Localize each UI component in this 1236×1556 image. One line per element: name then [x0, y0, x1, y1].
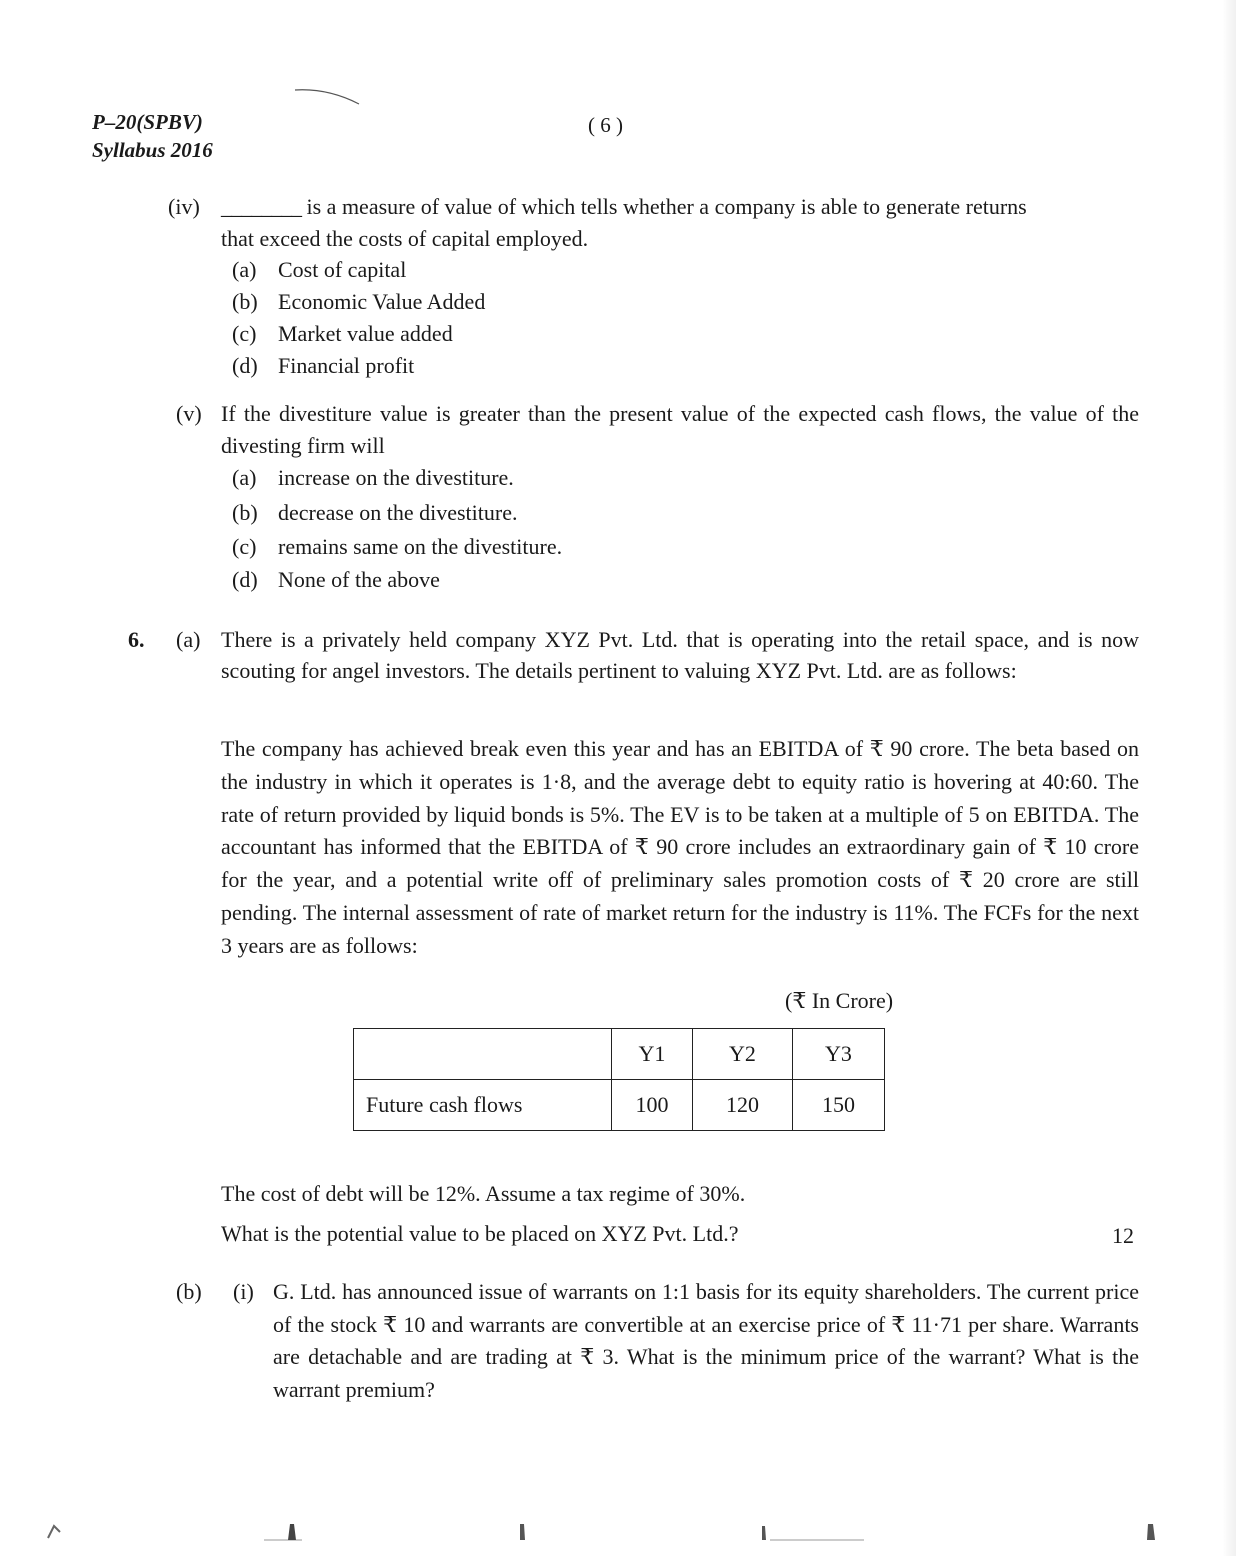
option-label: (a): [232, 257, 257, 282]
paper-code: P–20(SPBV): [92, 110, 203, 134]
option-label: (b): [232, 289, 258, 314]
scan-mark: [44, 1520, 66, 1542]
option-text: None of the above: [278, 567, 440, 592]
question-v-text: If the divestiture value is greater than the present value of the expected cash flows, the value of the divesting firm will: [221, 401, 1139, 458]
table-header-cell: [354, 1029, 612, 1080]
question-iv-line1: is a measure of value of which tells whether a company is able to generate returns: [306, 194, 1027, 219]
part-b-i-label: (i): [233, 1279, 254, 1304]
valuation-question-line: What is the potential value to be placed on XYZ Pvt. Ltd.?: [221, 1221, 739, 1246]
paper-header: [92, 108, 213, 165]
option-text: increase on the divestiture.: [278, 465, 514, 490]
page-number: ( 6 ): [588, 113, 623, 137]
option-label: (c): [232, 534, 257, 559]
scan-mark: [1140, 1520, 1162, 1542]
table-header-row: [354, 1029, 885, 1080]
answer-blank: ________: [221, 194, 301, 219]
option-label: (d): [232, 567, 258, 592]
question-6b-i-text: G. Ltd. has announced issue of warrants on 1:1 basis for its equity shareholders. The current price of the stock ₹ 10 and warrants are convertible at an exercise price of ₹ 11·71 per share. Warrants are detachable and are trading at ₹ 3. What is the minimum price of the warrant? What is the warrant premium?: [273, 1279, 1139, 1402]
question-6-number: 6.: [128, 627, 145, 652]
option-text: Market value added: [278, 321, 453, 346]
part-a-label: (a): [176, 627, 201, 652]
scan-mark: [756, 1520, 866, 1542]
option-text: Economic Value Added: [278, 289, 486, 314]
option-text: remains same on the divestiture.: [278, 534, 563, 559]
table-header-cell: Y3: [793, 1029, 885, 1080]
table-row: [354, 1080, 885, 1131]
part-b-label: (b): [176, 1279, 202, 1304]
option-text: Cost of capital: [278, 257, 407, 282]
option-label: (a): [232, 465, 257, 490]
page-edge-shadow: [1222, 0, 1236, 1556]
stray-pen-mark: [293, 86, 363, 106]
question-iv-text: [221, 191, 1139, 255]
option-label: (d): [232, 353, 258, 378]
future-cash-flows-table: [353, 1028, 885, 1131]
table-header-cell: Y2: [693, 1029, 793, 1080]
marks-value: 12: [1112, 1223, 1134, 1248]
question-6a-intro: There is a privately held company XYZ Pvt. Ltd. that is operating into the retail space, and is now scouting for angel investors. The details pertinent to valuing XYZ Pvt. Ltd. are as follows:: [221, 627, 1139, 683]
table-header-cell: Y1: [612, 1029, 693, 1080]
question-v-number: (v): [176, 401, 202, 426]
table-cell: 150: [793, 1080, 885, 1131]
question-iv-line2: that exceed the costs of capital employed.: [221, 225, 589, 251]
scan-mark: [262, 1520, 322, 1542]
table-cell: Future cash flows: [354, 1080, 612, 1131]
option-label: (c): [232, 321, 257, 346]
cost-of-debt-line: The cost of debt will be 12%. Assume a tax regime of 30%.: [221, 1181, 746, 1206]
question-6a-details: The company has achieved break even this year and has an EBITDA of ₹ 90 crore. The beta based on the industry in which it operates is 1·8, and the average debt to equity ratio is hovering at 40:60. The rate of return provided by liquid bonds is 5%. The EV is to be taken at a multiple of 5 on EBITDA. The accountant has informed that the EBITDA of ₹ 90 crore includes an extraordinary gain of ₹ 10 crore for the year, and a potential write off of preliminary sales promotion costs of ₹ 20 crore are still pending. The internal assessment of rate of market return for the industry is 11%. The FCFs for the next 3 years are as follows:: [221, 736, 1139, 958]
question-iv-number: (iv): [168, 194, 200, 219]
option-text: decrease on the divestiture.: [278, 500, 518, 525]
option-text: Financial profit: [278, 353, 415, 378]
scan-mark: [515, 1520, 529, 1542]
syllabus-year: Syllabus 2016: [92, 138, 213, 163]
table-cell: 100: [612, 1080, 693, 1131]
table-cell: 120: [693, 1080, 793, 1131]
option-label: (b): [232, 500, 258, 525]
table-unit-label: (₹ In Crore): [785, 988, 894, 1013]
